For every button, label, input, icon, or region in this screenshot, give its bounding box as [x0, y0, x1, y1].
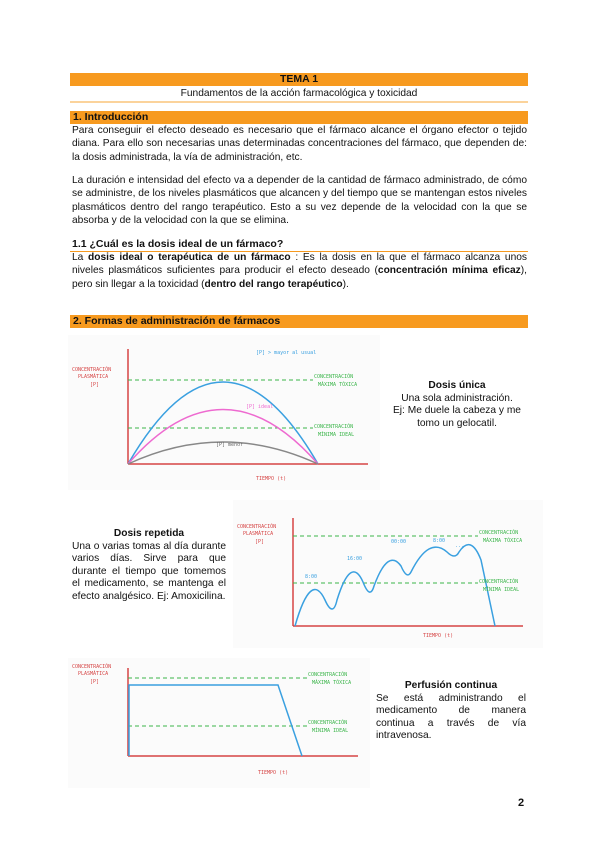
dosis-repetida-text: Una o varias tomas al día durante varios días. Sirve para que durante el tiempo que tomemos el medicamento, se mantenga el efecto analgésico. Ej: Amoxicilina.	[72, 540, 226, 602]
max-label-1: CONCENTRACIÓN	[314, 374, 354, 380]
graph-paper	[68, 335, 380, 490]
dosis-unica-title: Dosis única	[428, 380, 486, 391]
y-label-1: CONCENTRACIÓN	[72, 367, 112, 373]
y-label-1: CONCENTRACIÓN	[72, 664, 112, 670]
min-label-2: MÍNIMA IDEAL	[318, 432, 355, 438]
section2-title: 2. Formas de administración de fármacos	[73, 315, 281, 327]
dosis-repetida-title: Dosis repetida	[113, 528, 185, 539]
section11-paragraph	[72, 251, 527, 291]
y-label-1: CONCENTRACIÓN	[237, 524, 277, 530]
text-span: : Es la dosis en la que el fármaco alcanza unos niveles plasmáticos suficientes para producir el efecto deseado (	[72, 252, 527, 277]
graph-dosis-repetida	[233, 500, 543, 648]
curve-ideal-label: [P] ideal	[246, 404, 274, 410]
curve-low-label: [P] menor	[216, 442, 244, 448]
time-label-4: 8:00	[433, 538, 446, 544]
section2-header	[70, 315, 528, 328]
tema-title: TEMA 1	[279, 73, 319, 85]
curve-high-label: [P] > mayor al usual	[256, 350, 317, 356]
y-label-3: [P]	[255, 539, 265, 545]
section1-title: 1. Introducción	[73, 111, 149, 123]
max-label-1: CONCENTRACIÓN	[308, 672, 348, 678]
min-label-2: MÍNIMA IDEAL	[312, 728, 349, 734]
min-label-2: MÍNIMA IDEAL	[483, 587, 520, 593]
perfusion-caption	[376, 680, 526, 743]
section1-paragraph1: Para conseguir el efecto deseado es necesario que el fármaco alcance el órgano efector o tejido diana. Para ello son necesarias unas determinadas concentraciones del fármaco, que dependen de: la dosis administrada, la vía de administración, etc.	[72, 125, 527, 163]
time-label-3: 00:00	[391, 539, 407, 545]
y-label-2: PLASMÁTICA	[243, 531, 274, 537]
x-label: TIEMPO (t)	[423, 633, 454, 639]
concentracion-minima-term: concentración mínima eficaz	[377, 265, 521, 277]
section11-title: 1.1 ¿Cuál es la dosis ideal de un fármaco?	[72, 238, 284, 250]
text-span: ).	[342, 278, 349, 290]
max-label-2: MÁXIMA TÓXICA	[483, 538, 523, 544]
y-label-3: [P]	[90, 382, 100, 388]
rango-terapeutico-term: dentro del rango terapéutico	[204, 278, 343, 290]
y-label-3: [P]	[90, 679, 100, 685]
text-span: La	[72, 252, 89, 263]
dosis-unica-line3: tomo un gelocatil.	[417, 417, 497, 429]
y-label-2: PLASMÁTICA	[78, 374, 109, 380]
max-label-2: MÁXIMA TÓXICA	[312, 680, 352, 686]
x-label: TIEMPO (t)	[256, 476, 287, 482]
dosis-unica-caption	[386, 380, 528, 430]
min-label-1: CONCENTRACIÓN	[314, 424, 354, 430]
min-label-1: CONCENTRACIÓN	[308, 720, 348, 726]
tema-header	[70, 73, 528, 86]
text-span: ), pero sin llegar a la toxicidad (	[72, 265, 527, 290]
dosis-unica-line1: Una sola administración.	[401, 392, 513, 404]
y-label-2: PLASMÁTICA	[78, 671, 109, 677]
graph-dosis-unica	[68, 335, 380, 490]
dosis-ideal-term: dosis ideal o terapéutica de un fármaco	[88, 252, 291, 263]
page-number: 2	[518, 797, 525, 809]
perfusion-title: Perfusión continua	[404, 680, 498, 691]
time-label-2: 16:00	[347, 556, 363, 562]
x-label: TIEMPO (t)	[258, 770, 289, 776]
time-label-1: 8:00	[305, 574, 318, 580]
max-label-2: MÁXIMA TÓXICA	[318, 382, 358, 388]
page-subtitle: Fundamentos de la acción farmacológica y toxicidad	[180, 88, 418, 99]
dosis-repetida-caption	[72, 528, 226, 604]
section1-header	[70, 111, 528, 124]
max-label-1: CONCENTRACIÓN	[479, 530, 519, 536]
perfusion-text: Se está administrando el medicamento de manera continua a través de vía intravenosa.	[376, 692, 526, 742]
min-label-1: CONCENTRACIÓN	[479, 579, 519, 585]
graph-perfusion	[68, 658, 370, 788]
section1-paragraph2: La duración e intensidad del efecto va a depender de la cantidad de fármaco administrado, de cómo se administre, de los niveles plasmáticos que alcancen y del tiempo que se mantengan estos niveles plasmáticos dentro del rango terapéutico. Esto a su vez depende de la velocidad con la que se absorba y de la velocidad con la que se elimina.	[72, 175, 527, 227]
time-dots: ...	[455, 543, 465, 549]
divider	[70, 101, 528, 103]
dosis-unica-line2: Ej: Me duele la cabeza y me	[393, 405, 521, 417]
